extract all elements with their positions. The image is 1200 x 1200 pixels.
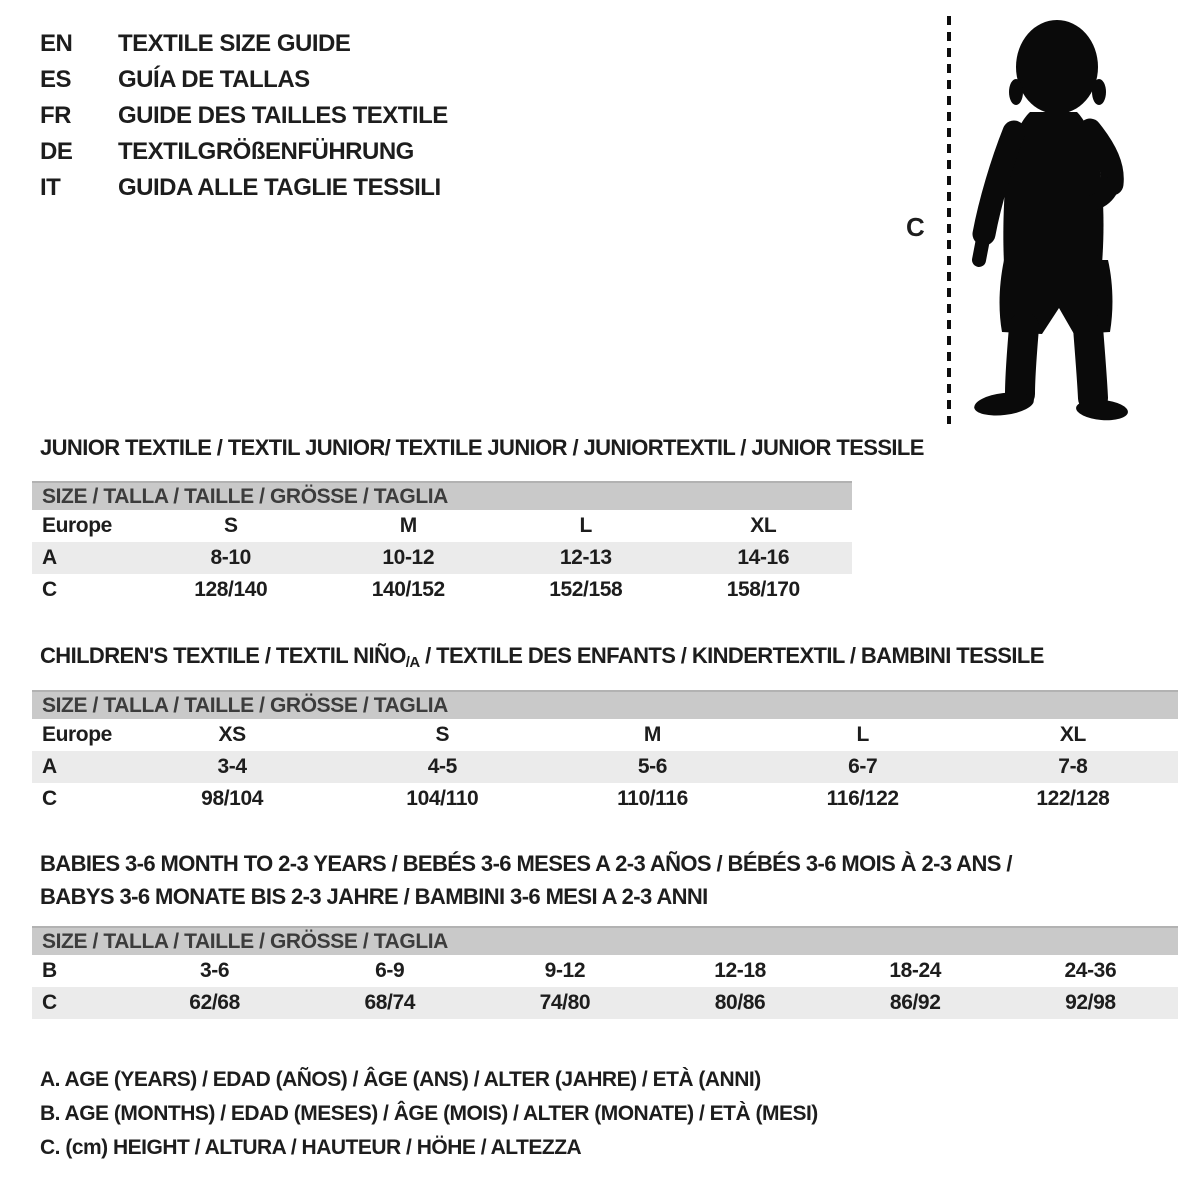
language-code: IT [40, 174, 61, 201]
size-cell: 140/152 [371, 578, 445, 601]
table-row [32, 987, 1178, 1019]
row-label: B [42, 959, 57, 982]
babies-size-table [32, 926, 1178, 1019]
size-cell: 12-13 [559, 546, 612, 569]
baby-silhouette-icon [962, 12, 1142, 424]
size-cell: 3-6 [200, 959, 230, 982]
language-row [40, 30, 448, 66]
height-measure-label: C [906, 212, 925, 242]
table-row [32, 751, 1178, 783]
size-cell: 68/74 [364, 991, 416, 1014]
junior-size-table [32, 481, 852, 606]
language-title-list [40, 30, 448, 210]
language-row [40, 102, 448, 138]
legend-line-a: A. AGE (YEARS) / EDAD (AÑOS) / ÂGE (ANS) / ALTER (JAHRE) / ETÀ (ANNI) [40, 1068, 761, 1091]
table-row [32, 542, 852, 574]
size-cell: 74/80 [539, 991, 591, 1014]
size-cell: 5-6 [637, 755, 668, 778]
size-cell: 3-4 [217, 755, 247, 778]
babies-section-title [40, 847, 1012, 913]
row-label: Europe [42, 514, 112, 537]
legend [40, 1068, 818, 1170]
row-label: A [42, 546, 57, 569]
size-cell: 62/68 [189, 991, 240, 1014]
size-cell: XS [218, 723, 246, 746]
size-cell: 104/110 [406, 787, 479, 810]
size-cell: 14-16 [737, 546, 790, 569]
children-section-title [40, 643, 1044, 671]
size-cell: 116/122 [826, 787, 899, 810]
language-code: DE [40, 138, 73, 165]
size-cell: L [856, 723, 869, 746]
guide-title: TEXTILGRÖßENFÜHRUNG [118, 138, 414, 165]
size-cell: 18-24 [889, 959, 942, 982]
table-row [32, 719, 1178, 751]
size-cell: 122/128 [1036, 787, 1110, 810]
junior-section-title: JUNIOR TEXTILE / TEXTIL JUNIOR/ TEXTILE JUNIOR / JUNIORTEXTIL / JUNIOR TESSILE [40, 435, 924, 460]
size-cell: L [579, 514, 592, 537]
size-cell: 7-8 [1058, 755, 1088, 778]
height-measure-dashed-line [947, 16, 951, 424]
guide-title: GUIDE DES TAILLES TEXTILE [118, 102, 448, 129]
size-cell: 128/140 [194, 578, 268, 601]
size-cell: 4-5 [427, 755, 457, 778]
size-cell: 152/158 [549, 578, 623, 601]
size-cell: 98/104 [201, 787, 264, 810]
language-row [40, 66, 448, 102]
size-header-bar: SIZE / TALLA / TAILLE / GRÖSSE / TAGLIA [32, 482, 852, 510]
size-cell: 8-10 [210, 546, 251, 569]
guide-title: GUIDA ALLE TAGLIE TESSILI [118, 174, 441, 201]
row-label: Europe [42, 723, 112, 746]
size-cell: 6-7 [848, 755, 878, 778]
size-cell: XL [1059, 723, 1086, 746]
legend-line-c: C. (cm) HEIGHT / ALTURA / HAUTEUR / HÖHE / ALTEZZA [40, 1136, 582, 1159]
size-header-bar: SIZE / TALLA / TAILLE / GRÖSSE / TAGLIA [32, 927, 1178, 955]
guide-title: TEXTILE SIZE GUIDE [118, 30, 351, 57]
table-row [32, 574, 852, 606]
row-label: A [42, 755, 57, 778]
babies-title-line: BABYS 3-6 MONATE BIS 2-3 JAHRE / BAMBINI 3-6 MESI A 2-3 ANNI [40, 884, 708, 909]
size-cell: XL [750, 514, 777, 537]
size-cell: 158/170 [726, 578, 800, 601]
language-code: ES [40, 66, 72, 93]
babies-title-line: BABIES 3-6 MONTH TO 2-3 YEARS / BEBÉS 3-6 MESES A 2-3 AÑOS / BÉBÉS 3-6 MOIS À 2-3 ANS / [40, 851, 1012, 876]
guide-title: GUÍA DE TALLAS [118, 66, 310, 93]
children-title-text: CHILDREN'S TEXTILE / TEXTIL NIÑO [40, 643, 406, 668]
row-label: C [42, 991, 57, 1014]
table-row [32, 955, 1178, 987]
row-label: C [42, 787, 57, 810]
size-cell: 12-18 [714, 959, 766, 982]
table-row [32, 783, 1178, 815]
children-size-table [32, 690, 1178, 815]
language-code: EN [40, 30, 73, 57]
size-cell: 110/116 [617, 787, 688, 810]
size-cell: 6-9 [375, 959, 405, 982]
children-title-text: / TEXTILE DES ENFANTS / KINDERTEXTIL / BAMBINI TESSILE [419, 643, 1044, 668]
table-row [32, 510, 852, 542]
size-cell: 10-12 [382, 546, 435, 569]
size-cell: 9-12 [544, 959, 586, 982]
size-cell: S [435, 723, 450, 746]
size-cell: M [643, 723, 662, 746]
size-cell: 24-36 [1064, 959, 1117, 982]
size-cell: 92/98 [1065, 991, 1116, 1014]
language-row [40, 138, 448, 174]
size-cell: 80/86 [714, 991, 766, 1014]
size-cell: M [399, 514, 417, 537]
row-label: C [42, 578, 57, 601]
size-cell: S [223, 514, 238, 537]
language-row [40, 174, 448, 210]
children-title-sub: /A [405, 654, 420, 671]
legend-line-b: B. AGE (MONTHS) / EDAD (MESES) / ÂGE (MOIS) / ALTER (MONATE) / ETÀ (MESI) [40, 1102, 818, 1125]
size-cell: 86/92 [889, 991, 941, 1014]
size-header-bar: SIZE / TALLA / TAILLE / GRÖSSE / TAGLIA [32, 691, 1178, 719]
language-code: FR [40, 102, 71, 129]
